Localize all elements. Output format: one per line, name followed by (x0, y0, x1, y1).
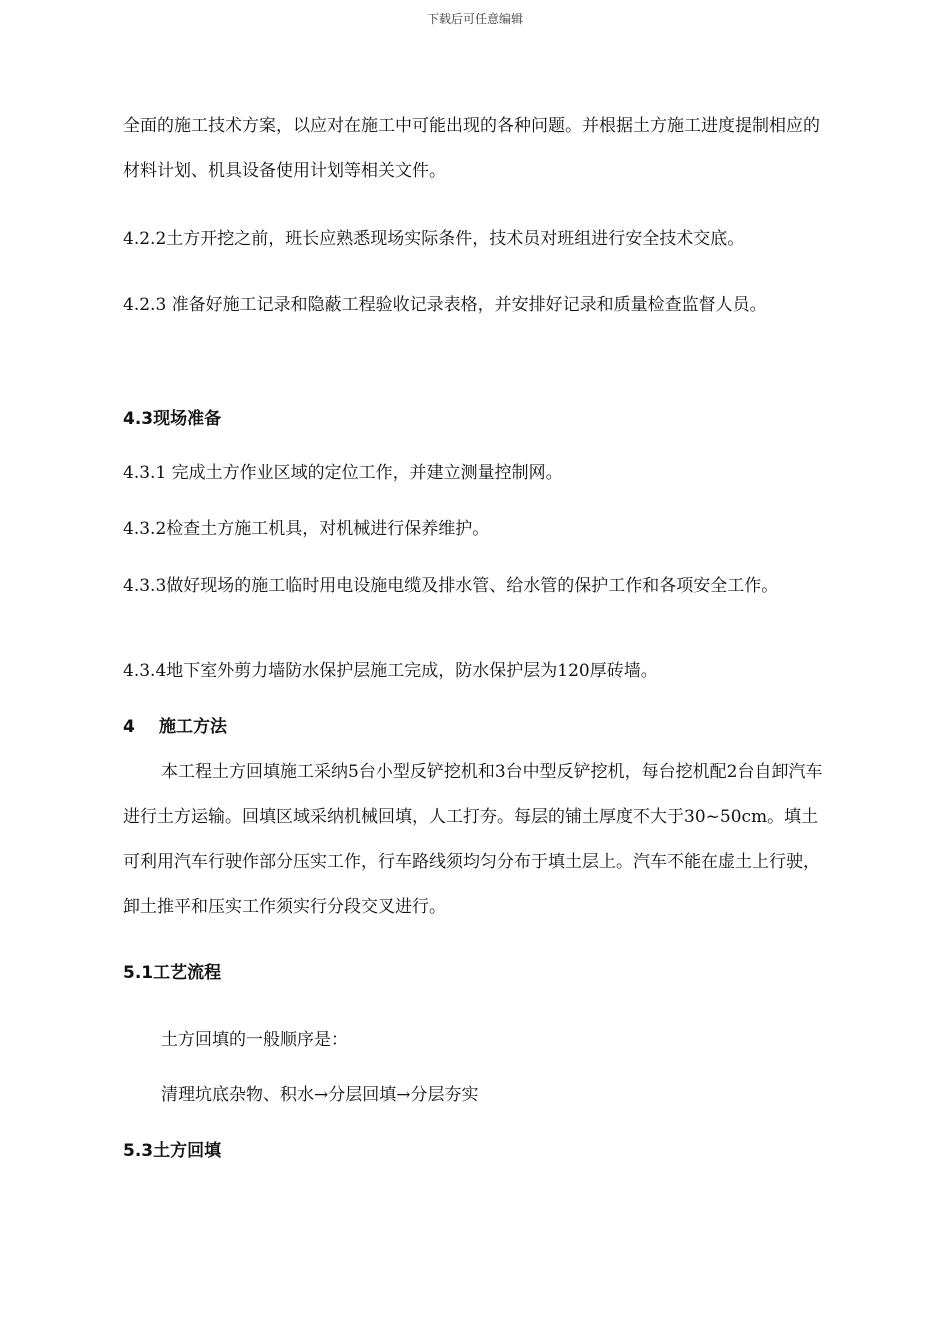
paragraph-construction-plan: 全面的施工技术方案，以应对在施工中可能出现的各种问题。并根据土方施工进度提制相应的材料计划、机具设备使用计划等相关文件。 (123, 116, 820, 181)
paragraph-construction-method: 本工程土方回填施工采纳5台小型反铲挖机和3台中型反铲挖机，每台挖机配2台自卸汽车进行土方运输。回填区域采纳机械回填，人工打夯。每层的铺土厚度不大于30~50cm。填土可利用汽车行驶作部分压实工作，行车路线须均匀分布于填土层上。汽车不能在虚土上行驶，卸土推平和压实工作须实行分段交叉进行。 (123, 762, 823, 917)
paragraph-4-2-3: 4.2.3 准备好施工记录和隐蔽工程验收记录表格，并安排好记录和质量检查监督人员。 (123, 295, 767, 315)
heading-number: 4 (123, 717, 135, 737)
paragraph-4-3-3: 4.3.3做好现场的施工临时用电设施电缆及排水管、给水管的保护工作和各项安全工作。 (123, 576, 779, 596)
paragraph-process-flow: 清理坑底杂物、积水→分层回填→分层夯实 (161, 1085, 479, 1105)
heading-5-3: 5.3土方回填 (123, 1141, 222, 1161)
heading-4-3: 4.3现场准备 (123, 409, 222, 429)
heading-text: 施工方法 (159, 717, 227, 737)
paragraph-4-3-2: 4.3.2检查土方施工机具，对机械进行保养维护。 (123, 519, 490, 539)
paragraph-4-2-2: 4.2.2土方开挖之前，班长应熟悉现场实际条件，技术员对班组进行安全技术交底。 (123, 229, 745, 249)
heading-5-1: 5.1工艺流程 (123, 963, 222, 983)
paragraph-4-3-1: 4.3.1 完成土方作业区域的定位工作，并建立测量控制网。 (123, 463, 563, 483)
heading-4-construction-method (123, 712, 833, 742)
page-header: 下载后可任意编辑 (426, 12, 523, 26)
paragraph-4-3-4: 4.3.4地下室外剪力墙防水保护层施工完成，防水保护层为120厚砖墙。 (123, 661, 658, 681)
paragraph-backfill-order: 土方回填的一般顺序是： (161, 1030, 348, 1050)
